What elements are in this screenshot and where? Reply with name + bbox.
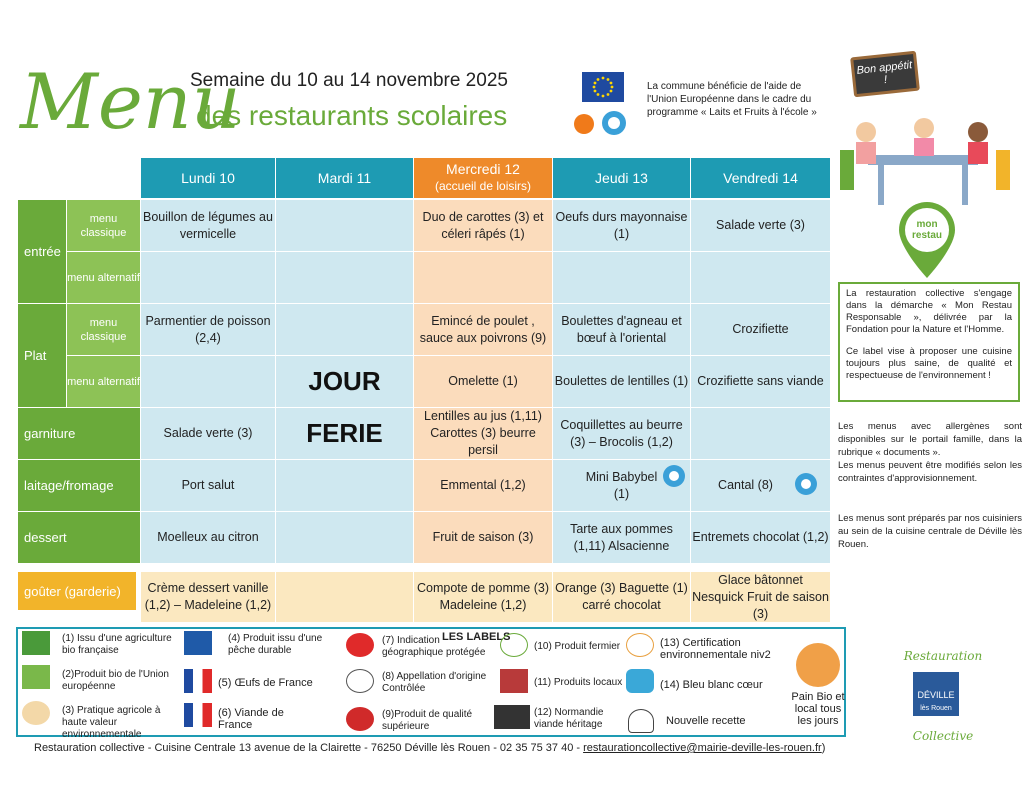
category-entree: entrée	[18, 200, 66, 303]
ab-bio-icon	[22, 631, 50, 655]
menu-logo-text: Menu	[20, 57, 241, 146]
mon-restau-responsable-icon	[895, 200, 959, 280]
holiday-line-2: FERIE	[276, 408, 413, 459]
day-header-friday: Vendredi 14	[691, 158, 830, 198]
menu-cell: Orange (3) Baguette (1) carré chocolat	[553, 572, 690, 622]
modification-text: Les menus peuvent être modifiés selon les contraintes d'approvisionnement.	[838, 460, 1022, 484]
mon-restau-info-box	[838, 282, 1020, 402]
menu-cell	[141, 356, 275, 407]
subcat-entree-classique: menu classique	[67, 200, 140, 251]
menu-cell: Parmentier de poisson (2,4)	[141, 304, 275, 355]
day-header-thursday: Jeudi 13	[553, 158, 690, 198]
menu-cell: Salade verte (3)	[691, 200, 830, 251]
label-10: (10) Produit fermier	[534, 641, 621, 652]
fruits-milk-school-icon	[794, 472, 818, 496]
subcat-plat-alternatif: menu alternatif	[67, 356, 140, 407]
label-6: (6) Viande de France	[218, 707, 284, 731]
menu-cell	[276, 572, 413, 622]
holiday-line-1: JOUR	[276, 356, 413, 407]
menu-cell: Fruit de saison (3)	[414, 512, 552, 563]
menu-cell	[276, 304, 413, 355]
label-2: (2)Produit bio de l'Union européenne	[62, 669, 169, 692]
msc-icon	[184, 631, 212, 655]
ce2-icon	[626, 633, 654, 657]
menu-cell: Crozifiette	[691, 304, 830, 355]
label-12: (12) Normandie viande héritage	[534, 707, 604, 730]
produit-fermier-icon	[500, 633, 528, 657]
category-dessert: dessert	[18, 512, 140, 563]
labels-legend	[16, 627, 846, 740]
menu-cell	[691, 408, 830, 459]
menu-logo	[18, 50, 241, 150]
restauration-collective-logo	[888, 640, 998, 750]
footer-email-link[interactable]: restaurationcollective@mairie-deville-les-rouen.fr	[583, 742, 822, 754]
info-paragraph: La restauration collective s'engage dans la démarche « Mon Restau Responsable », délivrée par la Fondation pour la Nature et l'Homme.	[846, 288, 1012, 335]
label-11: (11) Produits locaux	[534, 677, 623, 688]
menu-cell: Boulettes de lentilles (1)	[553, 356, 690, 407]
category-gouter: goûter (garderie)	[18, 572, 136, 610]
kitchen-info: Les menus sont préparés par nos cuisiniers au sein de la cuisine centrale de Déville lès Rouen.	[838, 513, 1022, 550]
page-subtitle: des restaurants scolaires	[196, 100, 508, 131]
footer-end: )	[821, 742, 826, 754]
info-paragraph: Ce label vise à proposer une cuisine toujours plus saine, de qualité et respectueuse de l'environnement !	[846, 346, 1012, 381]
menu-cell	[141, 252, 275, 303]
subcat-plat-classique: menu classique	[67, 304, 140, 355]
label-14: (14) Bleu blanc cœur	[660, 679, 763, 691]
day-header-tuesday: Mardi 11	[276, 158, 413, 198]
menu-cell: Moelleux au citron	[141, 512, 275, 563]
allergen-info	[838, 420, 1022, 485]
menu-cell: Omelette (1)	[414, 356, 552, 407]
menu-cell	[276, 200, 413, 251]
menu-cell	[553, 252, 690, 303]
menu-cell: Lentilles au jus (1,11) Carottes (3) beurre persil	[414, 408, 552, 459]
bon-appetit-sign: Bon appétit !	[850, 51, 920, 98]
menu-cell: Coquillettes au beurre (3) – Brocolis (1,2)	[553, 408, 690, 459]
label-15: Nouvelle recette	[666, 715, 746, 727]
menu-cell	[276, 252, 413, 303]
fruits-milk-icon	[572, 108, 632, 138]
menu-cell: Mini Babybel (1)	[553, 460, 690, 511]
normandie-viande-icon	[494, 705, 530, 729]
label-7: (7) Indication géographique protégée	[382, 635, 486, 658]
logo-deville: DÉVILLE	[917, 690, 955, 700]
viande-france-icon	[184, 703, 212, 727]
menu-cell: Duo de carottes (3) et céleri râpés (1)	[414, 200, 552, 251]
label-16: Pain Bio et local tous les jours	[791, 691, 845, 727]
eu-funding-text: La commune bénéficie de l'aide de l'Union Européenne dans le cadre du programme « Laits et Fruits à l'école »	[647, 81, 817, 118]
label-9: (9)Produit de qualité supérieure	[382, 709, 473, 732]
allergen-text: Les menus avec allergènes sont disponibles sur le portail famille, dans la rubrique « documents ».	[838, 421, 1022, 458]
menu-cell	[276, 460, 413, 511]
menu-cell: Boulettes d'agneau et bœuf à l'oriental	[553, 304, 690, 355]
menu-cell: Entremets chocolat (1,2)	[691, 512, 830, 563]
chef-hat-icon	[628, 709, 654, 733]
children-eating-illustration	[838, 110, 1016, 210]
label-13: (13) Certification environnementale niv2	[660, 637, 771, 661]
label-rouge-icon	[346, 707, 374, 731]
menu-cell: Emmental (1,2)	[414, 460, 552, 511]
label-3: (3) Pratique agricole à haute valeur environnementale	[62, 705, 161, 740]
week-title: Semaine du 10 au 14 novembre 2025	[190, 70, 508, 91]
hve-icon	[22, 701, 50, 725]
menu-cell: Emincé de poulet , sauce aux poivrons (9)	[414, 304, 552, 355]
menu-cell: Port salut	[141, 460, 275, 511]
wednesday-label: Mercredi 12	[446, 161, 520, 177]
svg-text:mon: mon	[916, 219, 938, 230]
labels-title: LES LABELS	[442, 631, 511, 643]
menu-cell	[414, 252, 552, 303]
label-1: (1) Issu d'une agriculture bio française	[62, 633, 172, 656]
footer-text: Restauration collective - Cuisine Centrale 13 avenue de la Clairette - 76250 Déville lès Rouen - 02 35 75 37 40 -	[34, 742, 584, 754]
svg-text:restau: restau	[911, 230, 943, 241]
day-header-wednesday	[414, 158, 552, 198]
menu-cell: Compote de pomme (3) Madeleine (1,2)	[414, 572, 552, 622]
logo-bottom-text: Collective	[912, 729, 974, 743]
category-plat: Plat	[18, 304, 66, 407]
footer-contact	[34, 742, 825, 754]
eu-flag-icon	[582, 72, 624, 102]
subcat-entree-alternatif: menu alternatif	[67, 252, 140, 303]
label-8: (8) Appellation d'origine Contrôlée	[382, 671, 487, 694]
menu-cell: Tarte aux pommes (1,11) Alsacienne	[553, 512, 690, 563]
oeufs-france-icon	[184, 669, 212, 693]
day-header-monday: Lundi 10	[141, 158, 275, 198]
menu-cell: Glace bâtonnet Nesquick Fruit de saison (3)	[692, 572, 829, 621]
menu-cell: Oeufs durs mayonnaise (1)	[553, 200, 690, 251]
menu-cell	[276, 512, 413, 563]
menu-cell: Bouillon de légumes au vermicelle	[141, 200, 275, 251]
fruits-milk-school-icon	[662, 464, 686, 488]
menu-cell: Salade verte (3)	[141, 408, 275, 459]
menu-cell: Crozifiette sans viande	[691, 356, 830, 407]
produits-locaux-icon	[500, 669, 528, 693]
logo-top-text: Restauration	[903, 649, 983, 663]
eu-organic-icon	[22, 665, 50, 689]
menu-cell	[691, 252, 830, 303]
label-5: (5) Œufs de France	[218, 677, 313, 689]
bleu-blanc-coeur-icon	[626, 669, 654, 693]
wednesday-note: (accueil de loisirs)	[434, 179, 532, 193]
aoc-icon	[346, 669, 374, 693]
logo-les-rouen: lès Rouen	[920, 705, 952, 712]
igp-icon	[346, 633, 374, 657]
pain-bio-icon	[796, 643, 840, 687]
category-laitage: laitage/fromage	[18, 460, 140, 511]
menu-cell: Crème dessert vanille (1,2) – Madeleine (1,2)	[141, 572, 275, 622]
label-4: (4) Produit issu d'une pêche durable	[228, 633, 323, 656]
category-garniture: garniture	[18, 408, 140, 459]
menu-cell: Cantal (8)	[691, 460, 830, 511]
